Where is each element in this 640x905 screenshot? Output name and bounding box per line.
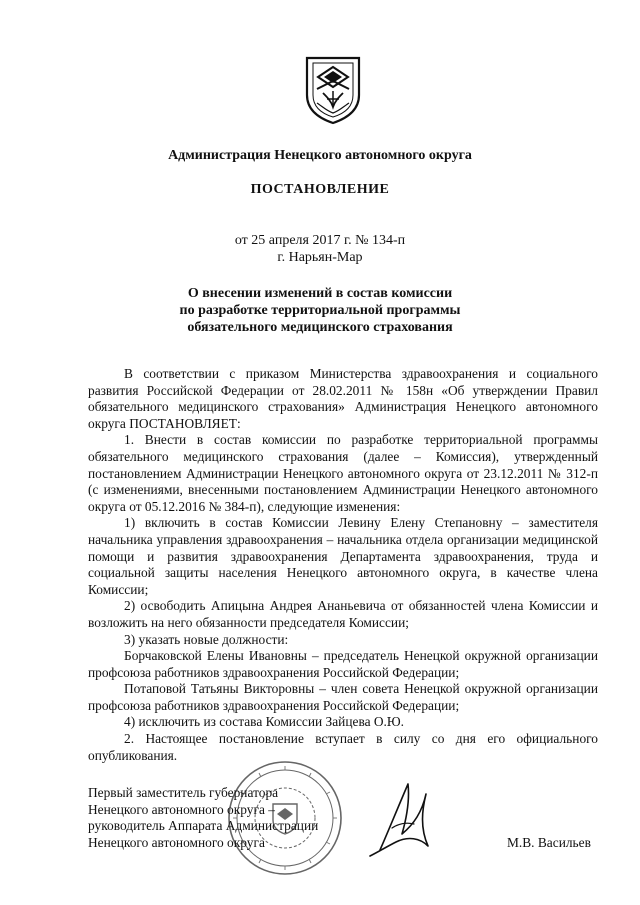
document-subject <box>0 285 640 336</box>
signatory-line: Ненецкого автономного округа – <box>88 801 275 817</box>
signatory-line: Ненецкого автономного округа <box>88 834 265 850</box>
coat-of-arms-emblem <box>303 55 363 125</box>
preamble-paragraph: В соответствии с приказом Министерства здравоохранения и социального развития Российской Федерации от 28.02.2011 № 158н «Об утверждении Правил обязательного медицинского страхования» Администрация Ненецкого автономного округа ПОСТАНОВЛЯЕТ: <box>88 366 598 431</box>
document-place: г. Нарьян-Мар <box>277 250 363 265</box>
handwritten-signature <box>362 772 442 862</box>
subitem-3-paragraph: 3) указать новые должности: <box>124 631 289 647</box>
subitem-1-paragraph: 1) включить в состав Комиссии Левину Елену Степановну – заместителя начальника управления здравоохранения – начальника отдела организации медицинской помощи и развития здравоохранения Департамента здравоохранения, труда и социальной защиты населения Ненецкого автономного округа, в качестве члена Комиссии; <box>88 515 598 597</box>
position-person-1: Борчаковской Елены Ивановны – председатель Ненецкой окружной организации профсоюза работников здравоохранения Российской Федерации; <box>88 648 598 680</box>
item-1-paragraph: 1. Внести в состав комиссии по разработке территориальной программы обязательного медицинского страхования (далее – Комиссия), утвержденный постановлением Администрации Ненецкого автономного округа от 23.12.2011 № 312-п (с изменениями, внесенными постановлением Администрации Ненецкого автономного округа от 05.12.2016 № 384-п), следующие изменения: <box>88 432 598 514</box>
document-body <box>88 366 598 764</box>
signatory-position <box>88 785 318 851</box>
document-date-number: от 25 апреля 2017 г. № 134-п <box>234 233 406 248</box>
subject-line: О внесении изменений в состав комиссии <box>187 286 453 301</box>
signatory-line: Первый заместитель губернатора <box>88 785 279 800</box>
subitem-4-paragraph: 4) исключить из состава Комиссии Зайцева О.Ю. <box>124 714 405 730</box>
subitem-2-paragraph: 2) освободить Апицына Андрея Ананьевича от обязанностей члена Комиссии и возложить на него обязанности председателя Комиссии; <box>88 598 598 630</box>
position-person-2: Потаповой Татьяны Викторовны – член совета Ненецкой окружной организации профсоюза работников здравоохранения Российской Федерации; <box>88 681 598 713</box>
subject-line: обязательного медицинского страхования <box>187 320 453 335</box>
subject-line: по разработке территориальной программы <box>179 303 461 318</box>
document-type: ПОСТАНОВЛЕНИЕ <box>250 182 390 197</box>
organization-title: Администрация Ненецкого автономного округа <box>168 148 472 163</box>
signatory-line: руководитель Аппарата Администрации <box>88 818 319 834</box>
item-2-paragraph: 2. Настоящее постановление вступает в силу со дня его официального опубликования. <box>88 731 598 763</box>
signatory-name: М.В. Васильев <box>507 835 591 850</box>
